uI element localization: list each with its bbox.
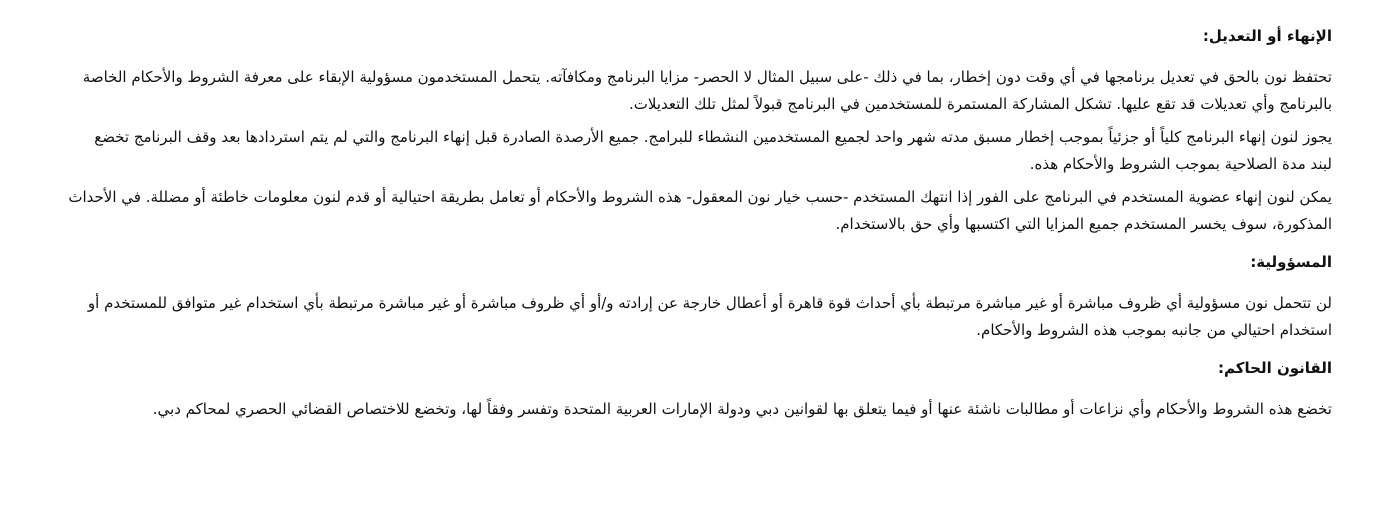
section-liability bbox=[68, 251, 1332, 344]
section-termination bbox=[68, 25, 1332, 238]
terms-document bbox=[68, 18, 1332, 429]
paragraph: لن تتحمل نون مسؤولية أي ظروف مباشرة أو غير مباشرة مرتبطة بأي أحداث قوة قاهرة أو أعطال خارجة عن إرادته و/أو أي ظروف مباشرة أو غير مباشرة مرتبطة بأي استخدام غير متوافق للمستخدم أو استخدام احتيالي من جانبه بموجب هذه الشروط والأحكام. bbox=[87, 294, 1332, 339]
paragraph: تحتفظ نون بالحق في تعديل برنامجها في أي وقت دون إخطار، بما في ذلك -على سبيل المثال لا الحصر- مزايا البرنامج ومكافآته. يتحمل المستخدمون مسؤولية الإبقاء على معرفة الشروط والأحكام الخاصة بالبرنامج وأي تعديلات قد تقع عليها. تشكل المشاركة المستمرة للمستخدمين في البرنامج قبولاً لمثل تلك التعديلات. bbox=[82, 68, 1332, 113]
paragraph: تخضع هذه الشروط والأحكام وأي نزاعات أو مطالبات ناشئة عنها أو فيما يتعلق بها لقوانين دبي ودولة الإمارات العربية المتحدة وتفسر وفقاً لها، وتخضع للاختصاص القضائي الحصري لمحاكم دبي. bbox=[152, 400, 1332, 418]
paragraph: يمكن لنون إنهاء عضوية المستخدم في البرنامج على الفور إذا انتهك المستخدم -حسب خيار نون المعقول- هذه الشروط والأحكام أو تعامل بطريقة احتيالية أو قدم لنون معلومات خاطئة أو مضللة. في الأحداث المذكورة، سوف يخسر المستخدم جميع المزايا التي اكتسبها وأي حق بالاستخدام. bbox=[68, 188, 1332, 233]
section-heading: القانون الحاكم: bbox=[1218, 359, 1332, 377]
paragraph: يجوز لنون إنهاء البرنامج كلياً أو جزئياً بموجب إخطار مسبق مدته شهر واحد لجميع المستخدمين النشطاء للبرامج. جميع الأرصدة الصادرة قبل إنهاء البرنامج والتي لم يتم استردادها بعد وقف البرنامج تخضع لبند مدة الصلاحية بموجب الشروط والأحكام هذه. bbox=[94, 128, 1332, 173]
section-heading: الإنهاء أو التعديل: bbox=[1202, 27, 1332, 45]
section-heading: المسؤولية: bbox=[1250, 253, 1332, 271]
section-governing-law bbox=[68, 357, 1332, 423]
